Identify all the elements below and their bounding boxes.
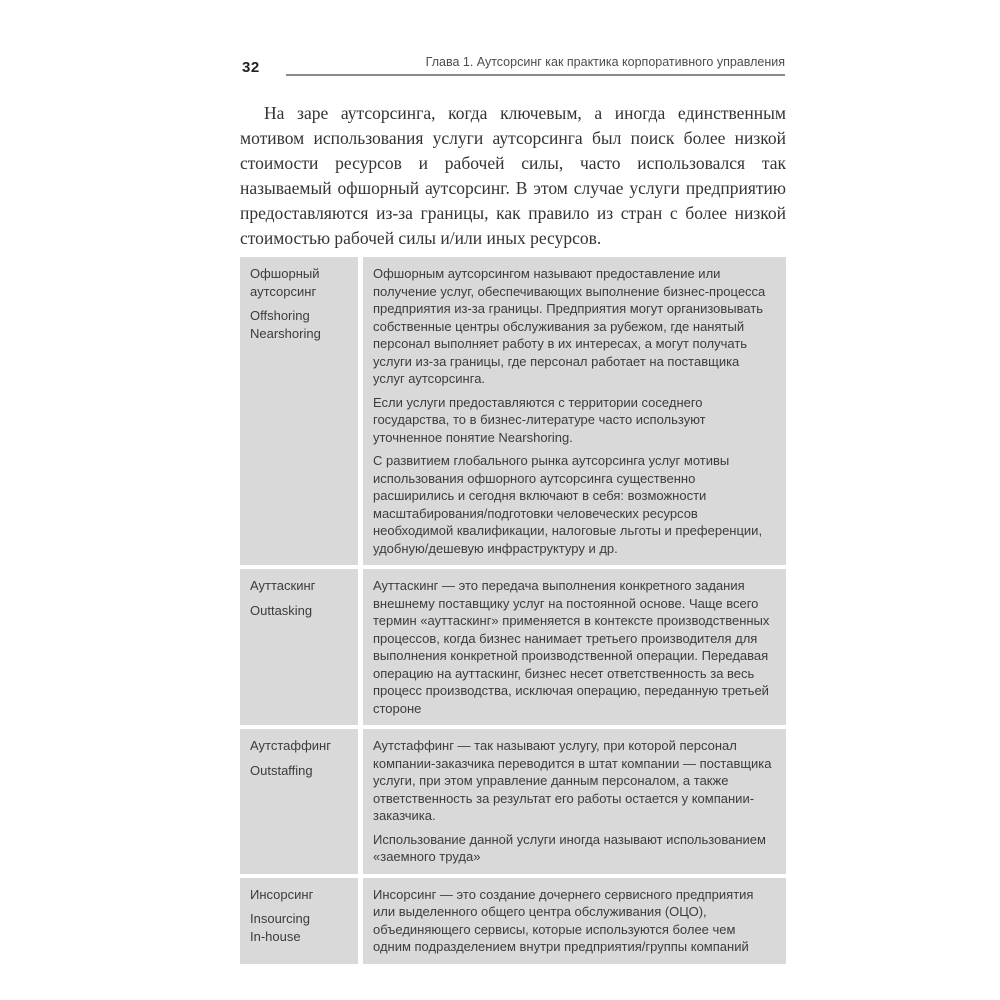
header-rule: [286, 74, 785, 76]
term-en-line: Insourcing: [250, 911, 310, 926]
term-cell: [240, 569, 358, 725]
term-name-ru: Ауттаскинг: [250, 578, 316, 593]
definition-paragraph: Ауттаскинг — это передача выполнения конкретного задания внешнему поставщику услуг на постоянной основе. Чаще всего термин «ауттаскинг» применяется в контексте производственных процессов, когда бизнес нанимает третьего производителя для выполнения конкретной производственной операции. Передавая операцию на ауттаскинг, бизнес несет ответственность за весь процесс производства, исключая операцию, переданную третьей стороне: [373, 578, 770, 716]
term-cell: [240, 729, 358, 874]
term-name-en: [250, 307, 352, 342]
term-name-ru: Аутстаффинг: [250, 738, 331, 753]
definition-paragraph: Если услуги предоставляются с территории соседнего государства, то в бизнес-литературе часто используют уточненное понятие Nearshoring.: [373, 394, 706, 445]
definition-cell: [363, 257, 786, 565]
table-row: [240, 257, 786, 565]
definition-paragraph: С развитием глобального рынка аутсорсинга услуг мотивы использования офшорного аутсорсинга существенно расширились и сегодня включают в себя: возможности масштабирования/подготовки человеческих ресурсов необходимой квалификации, налоговые льготы и преференции, удобную/дешевую инфраструктуру и др.: [373, 453, 763, 556]
term-en-line: Outtasking: [250, 602, 313, 618]
running-head: Глава 1. Аутсорсинг как практика корпоративного управления: [425, 55, 785, 69]
term-en-line: Nearshoring: [250, 325, 321, 341]
page-number: 32: [242, 59, 260, 76]
table-row: [240, 729, 786, 874]
intro-paragraph: На заре аутсорсинга, когда ключевым, а иногда единственным мотивом использования услуги аутсорсинга был поиск более низкой стоимости ресурсов и рабочей силы, часто использовался так называемый офшорный аутсорсинг. В этом случае услуги предприятию предоставляются из-за границы, как правило из стран с более низкой стоимостью рабочей силы и/или иных ресурсов.: [240, 103, 786, 248]
term-name-en: [250, 762, 352, 780]
term-name-ru: Инсорсинг: [250, 886, 314, 902]
definition-paragraph: Офшорным аутсорсингом называют предоставление или получение услуг, обеспечивающих выполнение бизнес-процесса предприятия из-за границы. Предприятия могут организовывать собственные центры обслуживания за рубежом, где нанятый персонал выполняет работу в их интересах, а могут получать услуги из-за границы, где персонал работает на поставщика услуг аутсорсинга.: [373, 266, 766, 386]
term-cell: [240, 257, 358, 565]
term-name-ru: Офшорный аутсорсинг: [250, 266, 320, 299]
definition-cell: [363, 729, 786, 874]
terms-table: [240, 257, 786, 968]
term-en-line: Offshoring: [250, 308, 310, 323]
term-name-en: [250, 910, 352, 945]
term-en-line: Outstaffing: [250, 762, 313, 778]
table-row: [240, 878, 786, 964]
table-row: [240, 569, 786, 725]
term-cell: [240, 878, 358, 964]
term-name-en: [250, 602, 352, 620]
definition-paragraph: Использование данной услуги иногда называют использованием «заемного труда»: [373, 831, 766, 864]
term-en-line: In-house: [250, 928, 301, 944]
definition-cell: [363, 878, 786, 964]
definition-cell: [363, 569, 786, 725]
definition-paragraph: Аутстаффинг — так называют услугу, при которой персонал компании-заказчика переводится в штат компании — поставщика услуги, при этом управление данным персоналом, а также ответственность за результат его работы остается у компании-заказчика.: [373, 738, 772, 823]
definition-paragraph: Инсорсинг — это создание дочернего сервисного предприятия или выделенного общего центра обслуживания (ОЦО), объединяющего сервисы, которые используются более чем одним подразделением внутри предприятия/группы компаний: [373, 886, 754, 954]
